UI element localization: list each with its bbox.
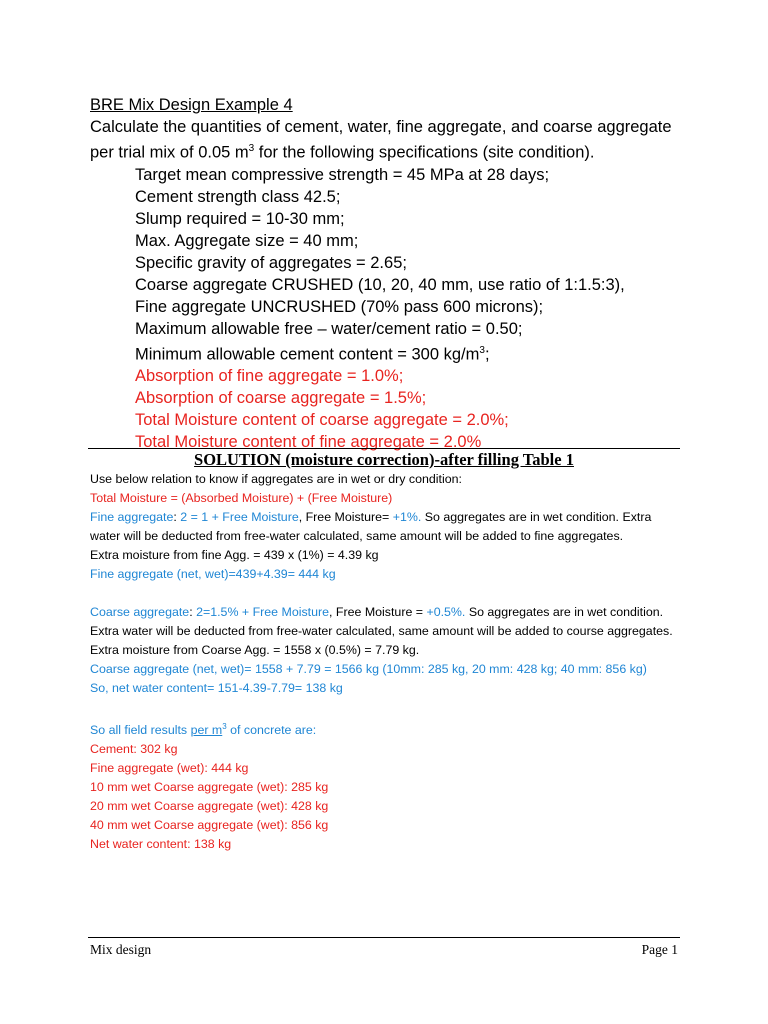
spec-item: Coarse aggregate CRUSHED (10, 20, 40 mm, use ratio of 1:1.5:3), bbox=[135, 275, 625, 294]
fine-net-wet: Fine aggregate (net, wet)=439+4.39= 444 kg bbox=[90, 567, 336, 581]
spec-item: Target mean compressive strength = 45 MPa at 28 days; bbox=[135, 165, 550, 184]
solution-body bbox=[90, 470, 685, 854]
spec-item-min-cement: Minimum allowable cement content = 300 $kg/m^3$; bbox=[135, 344, 490, 363]
result-item: Net water content: 138 kg bbox=[90, 837, 232, 852]
section-divider bbox=[88, 448, 680, 449]
spec-item: Specific gravity of aggregates = 2.65; bbox=[135, 253, 407, 272]
result-item: 10 mm wet Coarse aggregate (wet): 285 kg bbox=[90, 780, 329, 795]
footer-divider bbox=[88, 937, 680, 938]
spec-item: Fine aggregate UNCRUSHED (70% pass 600 microns); bbox=[135, 297, 544, 316]
page-title: BRE Mix Design Example 4 bbox=[90, 96, 293, 114]
solution-intro: Use below relation to know if aggregates are in wet or dry condition: bbox=[90, 472, 462, 486]
spec-item-red: Absorption of fine aggregate = 1.0%; bbox=[135, 367, 404, 385]
coarse-net-wet: Coarse aggregate (net, wet)= 1558 + 7.79 = 1566 kg (10mm: 285 kg, 20 mm: 428 kg; 40 mm: 856 kg) bbox=[90, 662, 647, 676]
spec-item: Cement strength class 42.5; bbox=[135, 187, 341, 206]
results-intro: So all field results per $m^3$ of concrete are: bbox=[90, 722, 317, 738]
intro-line-1: Calculate the quantities of cement, water, fine aggregate, and coarse aggregate bbox=[90, 118, 672, 136]
problem-statement bbox=[90, 94, 690, 453]
net-water-content: So, net water content= 151-4.39-7.79= 138 kg bbox=[90, 681, 343, 695]
result-item: Fine aggregate (wet): 444 kg bbox=[90, 761, 249, 776]
intro-line-2: per trial mix of 0.05 $m^3$ for the following specifications (site condition). bbox=[90, 143, 595, 162]
coarse-aggregate-paragraph: Coarse aggregate: 2=1.5% + Free Moisture, Free Moisture = +0.5%. So aggregates are in wet condition. Extra water will be deducted from free-water calculated, same amount will be added to course aggregates. bbox=[90, 605, 673, 638]
spec-item: Slump required = 10-30 mm; bbox=[135, 209, 345, 228]
result-item: 20 mm wet Coarse aggregate (wet): 428 kg bbox=[90, 799, 329, 814]
footer-left: Mix design bbox=[90, 942, 152, 957]
spec-item-red: Total Moisture content of coarse aggregate = 2.0%; bbox=[135, 411, 509, 429]
spec-item: Max. Aggregate size = 40 mm; bbox=[135, 231, 359, 250]
result-item: 40 mm wet Coarse aggregate (wet): 856 kg bbox=[90, 818, 329, 833]
fine-extra-moisture: Extra moisture from fine Agg. = 439 x (1%) = 4.39 kg bbox=[90, 548, 379, 562]
result-item: Cement: 302 kg bbox=[90, 742, 178, 757]
coarse-extra-moisture: Extra moisture from Coarse Agg. = 1558 x (0.5%) = 7.79 kg. bbox=[90, 643, 420, 657]
spec-item-red: Absorption of coarse aggregate = 1.5%; bbox=[135, 389, 427, 407]
moisture-relation: Total Moisture = (Absorbed Moisture) + (Free Moisture) bbox=[90, 491, 393, 505]
spec-item-red: Total Moisture content of fine aggregate = 2.0% bbox=[135, 433, 482, 451]
spec-item: Maximum allowable free – water/cement ratio = 0.50; bbox=[135, 319, 523, 338]
solution-title: SOLUTION (moisture correction)-after filling Table 1 bbox=[194, 450, 574, 469]
fine-aggregate-paragraph: Fine aggregate: 2 = 1 + Free Moisture, Free Moisture= +1%. So aggregates are in wet condition. Extra water will be deducted from free-water calculated, same amount will be added to fine aggregates. bbox=[90, 510, 652, 543]
page-number: Page 1 bbox=[641, 942, 678, 957]
